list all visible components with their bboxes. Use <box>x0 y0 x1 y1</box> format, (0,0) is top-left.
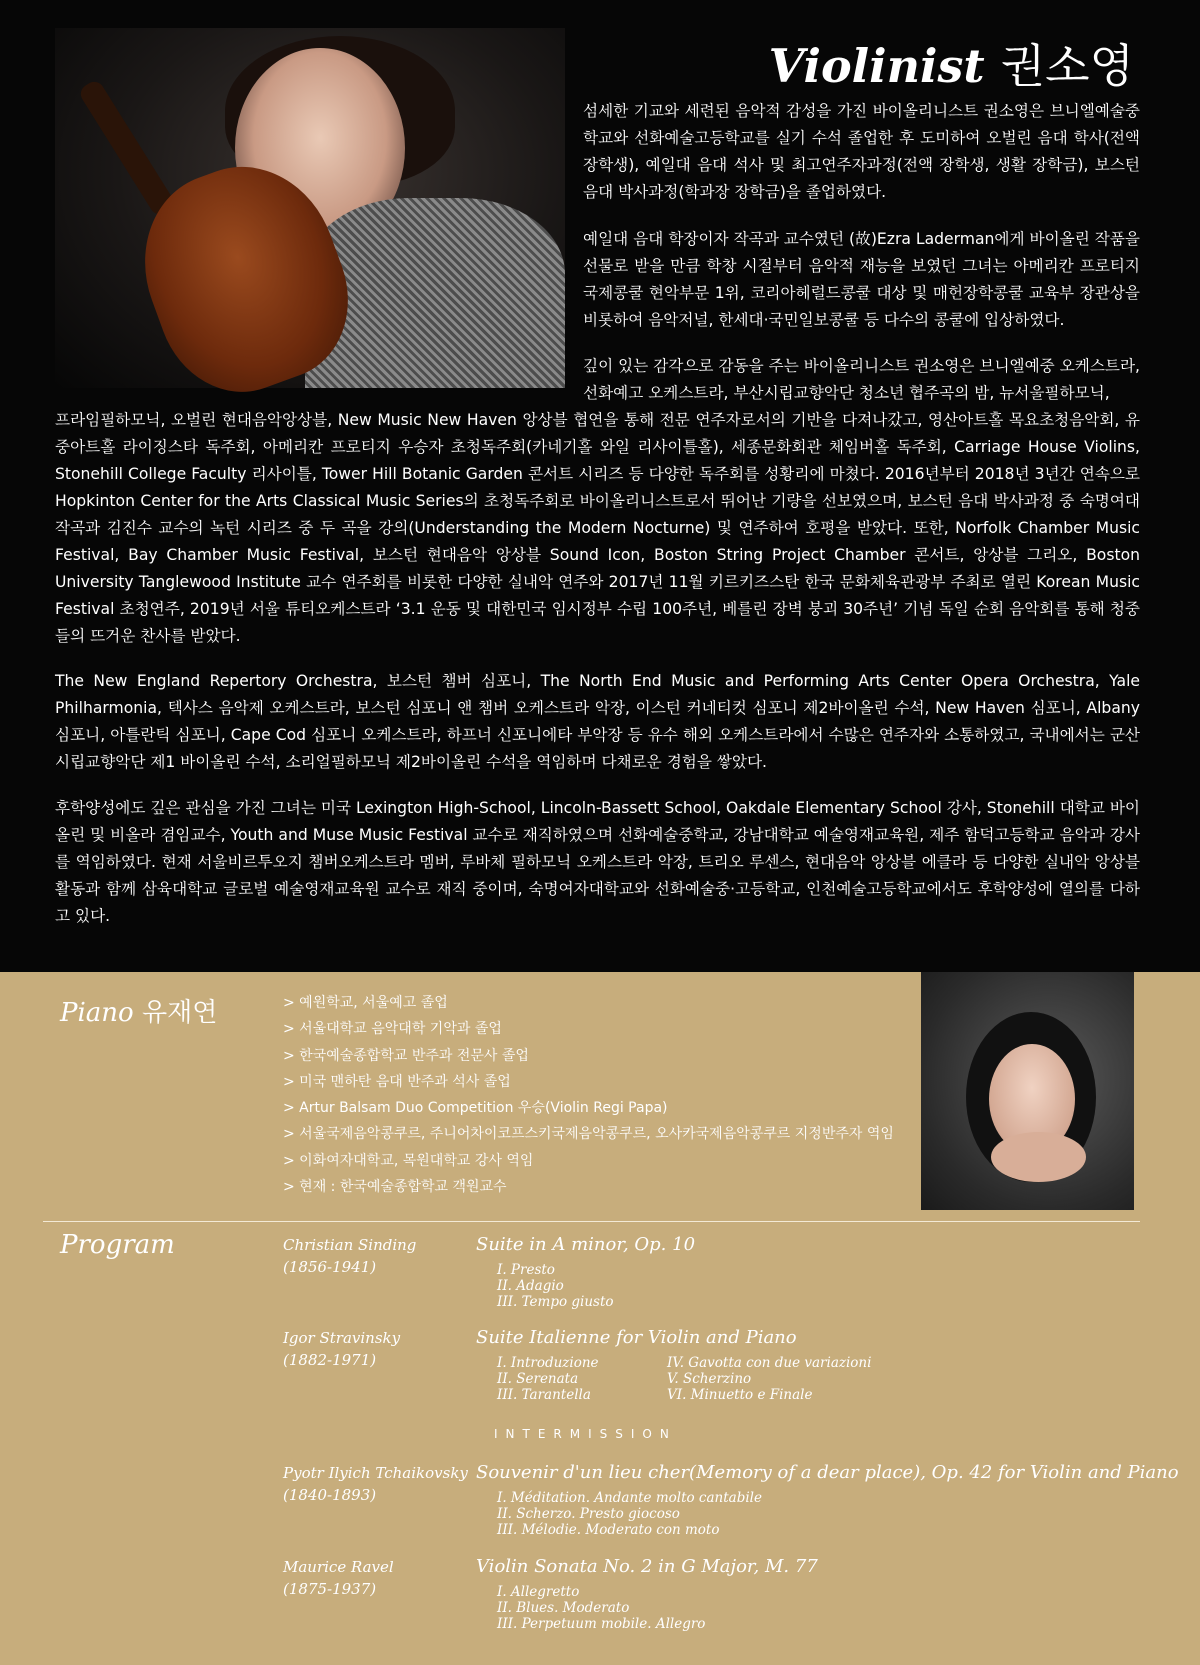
profile-item: > 한국예술종합학교 반주과 전문사 졸업 <box>283 1047 529 1064</box>
movements: I. Introduzione II. Serenata III. Tarantella <box>497 1355 599 1403</box>
bio-paragraph-2: 예일대 음대 학장이자 작곡과 교수였던 (故)Ezra Laderman에게 바이올린 작품을 선물로 받을 만큼 학창 시절부터 음악적 재능을 보였던 그녀는 아메리칸 프로티지 국제콩쿨 현악부문 1위, 코리아헤럴드콩쿨 대상 및 매헌장학콩쿨 교육부 장관상을 비롯하여 음악저널, 한세대·국민일보콩쿨 등 다수의 콩쿨에 입상하였다. <box>583 230 1140 329</box>
composer: Maurice Ravel (1875-1937) <box>283 1558 394 1598</box>
profile-item: > 서울국제음악콩쿠르, 주니어차이코프스키국제음악콩쿠르, 오사카국제음악콩쿠르 지정반주자 역임 <box>283 1126 894 1143</box>
bio-paragraph-3-start: 깊이 있는 감각으로 감동을 주는 바이올리니스트 권소영은 브니엘예중 오케스트라, 선화예고 오케스트라, 부산시립교향악단 청소년 협주곡의 밤, 뉴서울필하모닉, <box>583 357 1140 402</box>
pianist-photo <box>921 972 1134 1210</box>
composer: Pyotr Ilyich Tchaikovsky (1840-1893) <box>283 1464 468 1504</box>
violinist-name: 권소영 <box>1000 39 1134 93</box>
pianist-name: 유재연 <box>141 998 218 1028</box>
piano-title <box>60 992 217 1029</box>
violinist-title <box>769 30 1134 96</box>
violinist-title-en: Violinist <box>768 39 985 93</box>
program-title: Program <box>60 1230 175 1260</box>
profile-item: > Artur Balsam Duo Competition 우승(Violin Regi Papa) <box>283 1100 668 1117</box>
work-title: Suite Italienne for Violin and Piano <box>476 1327 797 1348</box>
bio-paragraph-1: 섬세한 기교와 세련된 음악적 감성을 가진 바이올리니스트 권소영은 브니엘예술중학교와 선화예술고등학교를 실기 수석 졸업한 후 도미하여 오벌린 음대 학사(전액 장학생), 예일대 음대 석사 및 최고연주자과정(전액 장학생, 생활 장학금), 보스턴 음대 박사과정(학과장 장학금)을 졸업하였다. <box>583 102 1140 201</box>
work-title: Souvenir d'un lieu cher(Memory of a dear place), Op. 42 for Violin and Piano <box>476 1462 1179 1483</box>
bio-paragraph-3-cont: 프라임필하모닉, 오벌린 현대음악앙상블, New Music New Haven 앙상블 협연을 통해 전문 연주자로서의 기반을 다져나갔고, 영산아트홀 목요초청음악회, 유중아트홀 라이징스타 독주회, 아메리칸 프로티지 우승자 초청독주회(카네기홀 와일 리사이틀홀), 세종문화회관 체임버홀 독주회, Carriage House Violins, Stonehill College Faculty 리사이틀, Tower Hill Botanic Garden 콘서트 시리즈 등 다양한 독주회를 성황리에 마쳤다. 2016년부터 2018년 3년간 연속으로 Hopkinton Center for the Arts Classical Music Series의 초청독주회로 바이올리니스트로서 뛰어난 기량을 선보였으며, 보스턴 음대 박사과정 중 숙명여대 작곡과 김진수 교수의 녹턴 시리즈 중 두 곡을 강의(Understanding the Modern Nocturne) 및 연주하여 호평을 받았다. 또한, Norfolk Chamber Music Festival, Bay Chamber Music Festival, 보스턴 현대음악 앙상블 Sound Icon, Boston String Project Chamber 콘서트, 앙상블 그리오, Boston University Tanglewood Institute 교수 연주회를 비롯한 다양한 실내악 연주와 2017년 11월 키르키즈스탄 한국 문화체육관광부 주최로 열린 Korean Music Festival 초청연주, 2019년 서울 튜티오케스트라 ‘3.1 운동 및 대한민국 임시정부 수립 100주년, 베를린 장벽 붕괴 30주년’ 기념 독일 순회 음악회를 통해 청중들의 뜨거운 찬사를 받았다. <box>55 411 1140 645</box>
profile-item: > 서울대학교 음악대학 기악과 졸업 <box>283 1021 502 1038</box>
bio-paragraph-4: The New England Repertory Orchestra, 보스턴 챔버 심포니, The North End Music and Performing Arts Center Opera Orchestra, Yale Philharmonia, 텍사스 음악제 오케스트라, 보스턴 심포니 앤 챔버 오케스트라 악장, 이스턴 커네티컷 심포니 제2바이올린 수석, New Haven 심포니, Albany 심포니, 아틀란틱 심포니, Cape Cod 심포니 오케스트라, 하프너 신포니에타 부악장 등 유수 해외 오케스트라에서 수많은 연주자와 소통하였고, 국내에서는 군산시립교향악단 제1 바이올린 수석, 소리얼필하모닉 제2바이올린 수석을 역임하며 다채로운 경험을 쌓았다. <box>55 672 1140 771</box>
pianist-profile-list <box>283 990 894 1200</box>
movements: I. Méditation. Andante molto cantabile II. Scherzo. Presto giocoso III. Mélodie. Moderato con moto <box>497 1490 762 1538</box>
movements: I. Allegretto II. Blues. Moderato III. Perpetuum mobile. Allegro <box>497 1584 706 1632</box>
composer: Christian Sinding (1856-1941) <box>283 1236 417 1276</box>
composer: Igor Stravinsky (1882-1971) <box>283 1329 401 1369</box>
movements: IV. Gavotta con due variazioni V. Scherzino VI. Minuetto e Finale <box>667 1355 872 1403</box>
profile-item: > 예원학교, 서울예고 졸업 <box>283 995 448 1011</box>
profile-item: > 이화여자대학교, 목원대학교 강사 역임 <box>283 1152 534 1169</box>
piano-program-section <box>0 972 1200 1665</box>
profile-item: > 미국 맨하탄 음대 반주과 석사 졸업 <box>283 1073 511 1090</box>
bio-paragraph-5: 후학양성에도 깊은 관심을 가진 그녀는 미국 Lexington High-School, Lincoln-Bassett School, Oakdale Elementary School 강사, Stonehill 대학교 바이올린 및 비올라 겸임교수, Youth and Muse Music Festival 교수로 재직하였으며 선화예술중학교, 강남대학교 예술영재교육원, 제주 함덕고등학교 음악과 강사를 역임하였다. 현재 서울비르투오지 챔버오케스트라 멤버, 루바체 필하모닉 오케스트라 악장, 트리오 루센스, 현대음악 앙상블 에클라 등 다양한 실내악 앙상블 활동과 함께 삼육대학교 글로벌 예술영재교육원 교수로 재직 중이며, 숙명여자대학교와 선화예술중·고등학교, 인천예술고등학교에서도 후학양성에 열의를 다하고 있다. <box>55 799 1140 925</box>
work-title: Suite in A minor, Op. 10 <box>476 1234 696 1255</box>
movements: I. Presto II. Adagio III. Tempo giusto <box>497 1262 614 1310</box>
profile-item: > 현재 : 한국예술종합학교 객원교수 <box>283 1179 507 1196</box>
divider <box>43 1221 1140 1222</box>
work-title: Violin Sonata No. 2 in G Major, M. 77 <box>476 1556 818 1577</box>
piano-title-en: Piano <box>60 998 134 1028</box>
violinist-photo <box>55 28 565 388</box>
intermission: INTERMISSION <box>494 1427 677 1441</box>
